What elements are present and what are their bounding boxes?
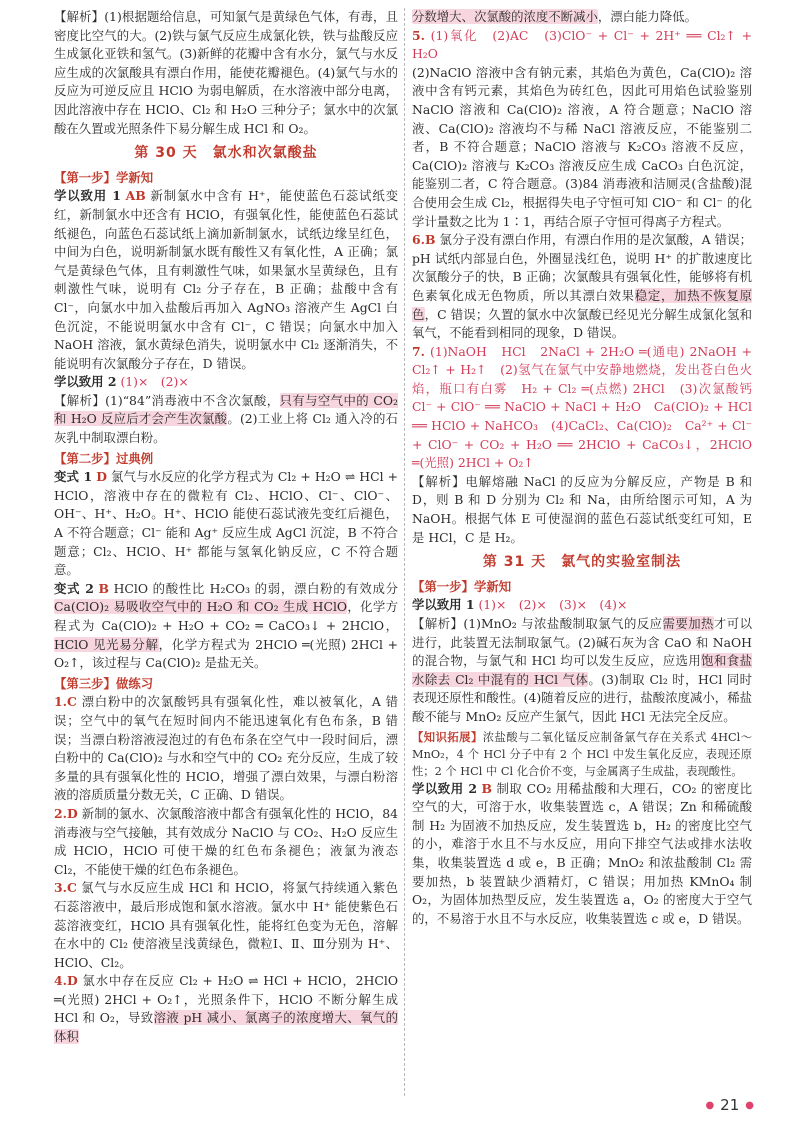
q2-answer: D xyxy=(66,805,78,821)
step3-label: 【第三步】做练习 xyxy=(54,675,154,691)
q5-number: 5. xyxy=(412,27,425,43)
var2-highlight-2: HClO 见光易分解 xyxy=(54,636,159,652)
q1-block xyxy=(54,693,398,805)
right-step1-label: 【第一步】学新知 xyxy=(412,578,512,594)
q1-number: 1. xyxy=(54,694,67,710)
var2-t3: ，化学方程式为 Ca(ClO)₂ + H₂O + CO₂ ═ CaCO₃↓ + 2HClO， xyxy=(54,599,398,633)
knowledge-extension-text: 浓盐酸与二氧化锰反应制备氯气存在关系式 4HCl～MnO₂，4 个 HCl 分子中有 2 个 HCl 中发生氧化反应，表现还原性；2 个 HCl 中 Cl 化合价不变，与金属离子生成盐，表现酸性。 xyxy=(412,730,752,778)
page-number xyxy=(699,1096,760,1114)
q7-number: 7. xyxy=(412,343,425,359)
var2-block xyxy=(54,580,398,673)
q3-answer: C xyxy=(66,880,77,896)
q6-block xyxy=(412,231,752,343)
q4-cont-highlight: 分数增大、次氯酸的浓度不断减小 xyxy=(412,9,598,24)
day30-title: 第 30 天 氯水和次氯酸盐 xyxy=(134,145,318,162)
left-column xyxy=(54,8,398,1047)
right-learn1-label: 学以致用 1 xyxy=(412,597,475,613)
right-learn1-a1: 【解析】(1)MnO₂ 与浓盐酸制取氯气的反应 xyxy=(412,616,663,631)
var1-text: 氯气与水反应的化学方程式为 Cl₂ + H₂O ⇌ HCl + HClO，溶液中存在的微粒有 Cl₂、HClO、Cl⁻、ClO⁻、OH⁻、H⁺、H₂O。H⁺、HClO 能使石蕊试液先变红后褪色，A 不符合题意；Cl⁻ 能和 Ag⁺ 反应生成 AgCl 沉淀，B 不符合题意；Cl₂、HClO、H⁺ 都能与氢氧化钠反应，C 不符合题意。 xyxy=(54,469,398,578)
knowledge-extension-label: 【知识拓展】 xyxy=(412,729,483,744)
step1-label: 【第一步】学新知 xyxy=(54,169,154,185)
var2-highlight-1: Ca(ClO)₂ 易吸收空气中的 H₂O 和 CO₂ 生成 HClO xyxy=(54,599,348,615)
q1-answer: C xyxy=(66,694,77,710)
learn2-highlight: 只有与空气中的 CO₂ 和 H₂O 反应后才会产生次氯酸 xyxy=(54,392,398,427)
learn1-answer: AB xyxy=(125,188,146,204)
right-learn1-analysis xyxy=(412,615,752,727)
q4-highlight: 溶液 pH 减小、氯离子的浓度增大、氧气的体积 xyxy=(54,1010,398,1045)
q2-number: 2. xyxy=(54,805,67,821)
day31-title: 第 31 天 氯气的实验室制法 xyxy=(482,554,682,571)
learn2-a1: 【解析】(1)“84”消毒液中不含次氯酸， xyxy=(54,392,280,408)
q4-answer: D xyxy=(66,973,78,989)
q4-t1: 氯水中存在反应 Cl₂ + H₂O ⇌ HCl + HClO，2HClO ═(光照) 2HCl + O₂↑，光照条件下，HClO 不断分解生成 HCl 和 O₂，导致 xyxy=(54,973,398,1026)
q2-block xyxy=(54,805,398,879)
step2-label: 【第二步】过典例 xyxy=(54,450,154,466)
var2-t1: HClO 的酸性比 H₂CO₃ 的弱，漂白粉的有效成分 xyxy=(113,580,398,596)
right-column xyxy=(412,8,765,928)
right-learn1-answer: (1)× (2)× (3)× (4)× xyxy=(478,597,628,613)
var1-label: 变式 1 xyxy=(54,469,93,485)
q5-block xyxy=(412,27,752,64)
right-learn1-highlight-1: 需要加热 xyxy=(662,616,714,631)
q6-answer: B xyxy=(424,232,436,248)
q5-handwritten-answer: (1)氧化 (2)AC (3)ClO⁻ + Cl⁻ + 2H⁺ ══ Cl₂↑ + H₂O xyxy=(412,27,752,62)
q4-block xyxy=(54,972,398,1046)
q7-handwritten-answer: (1)NaOH HCl 2NaCl + 2H₂O ═(通电) 2NaOH + Cl₂↑ + H₂↑ (2)氢气在氯气中安静地燃烧，发出苍白色火焰，瓶口有白雾 H₂ + Cl₂ ═(点燃) 2HCl (3)次氯酸钙 Cl⁻ + ClO⁻ ══ NaClO + NaCl + H₂O Ca(ClO)₂ + HCl ══ HClO + NaHCO₃ (4)CaCl₂、Ca(ClO)₂ Ca²⁺ + Cl⁻ + ClO⁻ + CO₂ + H₂O ══ 2HClO + CaCO₃↓，2HClO ═(光照) 2HCl + O₂↑ xyxy=(412,343,765,471)
page-dot-icon: ● xyxy=(745,1100,754,1111)
q3-text: 氯气与水反应生成 HCl 和 HClO，将氯气持续通入紫色石蕊溶液中，最后形成饱和氯水溶液。氯水中 H⁺ 能使紫色石蕊溶液变红，HClO 具有强氧化性，能将红色变为无色，溶解在水中的 Cl₂ 使溶液呈浅黄绿色，微粒Ⅰ、Ⅱ、Ⅲ分别为 H⁺、HClO、Cl₂。 xyxy=(54,880,398,970)
q6-highlight: 稳定，加热不恢复原色 xyxy=(412,287,753,322)
learn2-answer: (1)× (2)× xyxy=(120,374,189,390)
q7-block xyxy=(412,343,765,473)
learn2-a3: 。(2)工业上将 Cl₂ 通入冷的石灰乳中制取漂白粉。 xyxy=(54,411,399,446)
right-learn2-answer: B xyxy=(481,780,492,796)
var1-block xyxy=(54,468,398,580)
var2-t5: ，化学方程式为 2HClO ═(光照) 2HCl + O₂↑，该过程与 Ca(ClO)₂ 是盐无关。 xyxy=(54,636,398,671)
right-learn2-text: 制取 CO₂ 用稀盐酸和大理石，CO₂ 的密度比空气的大，可溶于水，收集装置选 c，A 错误；Zn 和稀硫酸制 H₂ 为固液不加热反应，发生装置选 b，H₂ 的密度比空气的小，难溶于水且不与水反应，用向下排空气法或排水法收集，收集装置选 d 或 e，B 正确；MnO₂ 和浓盐酸制 Cl₂ 需要加热，b 装置缺少酒精灯，C 错误；用加热 KMnO₄ 制 O₂，为固体加热型反应，发生装置选 a，O₂ 的密度大于空气的，不易溶于水且不与水反应，收集装置选 c 或 e，D 错误。 xyxy=(412,780,752,926)
q6-number: 6. xyxy=(412,232,425,248)
var2-answer: B xyxy=(98,580,109,596)
q6-t1: 氯分子没有漂白作用，有漂白作用的是次氯酸，A 错误；pH 试纸内部显白色，外圈显浅红色，说明 H⁺ 的扩散速度比次氯酸分子的快，B 正确；次氯酸具有强氧化性，能够将有机色素氧化成无色物质，所以其漂白效果 xyxy=(412,232,752,303)
q1-text: 漂白粉中的次氯酸钙具有强氧化性，难以被氧化，A 错误；空气中的氧气在短时间内不能迅速氧化有色布条，B 错误；当漂白粉溶液浸泡过的有色布条在空气中一段时间后，漂白粉中的 Ca(ClO)₂ 与水和空气中的 CO₂ 充分反应，生成了较多量的具有强氧化性的 HClO，增强了漂白效果，与漂白粉溶液的溶质质量分数无关，C 正确、D 错误。 xyxy=(54,694,398,803)
q7-analysis: 【解析】电解熔融 NaCl 的反应为分解反应，产物是 B 和 D，则 B 和 D 分别为 Cl₂ 和 Na，由所给图示可知，A 为 NaOH。根据气体 E 可使湿润的蓝色石蕊试纸变红可知，E 是 HCl，C 是 H₂。 xyxy=(412,473,752,545)
learn2-block xyxy=(54,373,398,392)
learn1-label: 学以致用 1 xyxy=(54,188,121,204)
knowledge-extension xyxy=(412,729,752,780)
right-learn1-highlight-2: 饱和食盐水除去 Cl₂ 中混有的 HCl 气体 xyxy=(412,653,752,687)
q4-number: 4. xyxy=(54,973,67,989)
learn1-text: 新制氯水中含有 H⁺，能使蓝色石蕊试纸变红，新制氯水中还含有 HClO，有强氧化性，能使蓝色石蕊试纸褪色，向蓝色石蕊试纸上滴加新制氯水，试纸边缘呈红色，中间为白色，说明新制氯水既有酸性又有氧化性，A 正确；氯气是黄绿色气体，且有刺激性气味，如果氯水呈黄绿色，且有刺激性气味，说明有 Cl₂ 分子存在，B 正确；盐酸中含有 Cl⁻，向氯水中加入盐酸后再加入 AgNO₃ 溶液产生 AgCl 白色沉淀，不能说明氯水中含有 Cl⁻，C 错误；向氯水中加入 NaOH 溶液，氯水黄绿色消失，说明氯水中 Cl₂ 逐渐消失，不能说明有次氯酸分子存在，D 错误。 xyxy=(54,188,398,371)
learn1-block xyxy=(54,187,398,373)
var2-label: 变式 2 xyxy=(54,580,94,596)
q6-t3: ，C 错误；久置的氯水中次氯酸已经见光分解生成氯化氢和氧气，不能看到相同的现象，D 错误。 xyxy=(412,306,752,341)
right-learn1-block xyxy=(412,596,752,615)
q3-block xyxy=(54,879,398,972)
right-learn1-a5: 。(3)制取 Cl₂ 时，HCl 同时表现还原性和酸性。(4)随着反应的进行，盐酸浓度减小，稀盐酸不能与 MnO₂ 反应产生氯气，因此 HCl 无法完全反应。 xyxy=(412,671,753,724)
right-learn2-block xyxy=(412,780,752,929)
page-dot-icon: ● xyxy=(705,1100,715,1111)
learn2-analysis xyxy=(54,392,398,448)
q2-text: 新制的氯水、次氯酸溶液中都含有强氧化性的 HClO，84 消毒液与空气接触，其有效成分 NaClO 与 CO₂、H₂O 反应生成 HClO，HClO 可使干燥的红色布条褪色；液氯为液态 Cl₂，不能使干燥的红色布条褪色。 xyxy=(54,805,398,877)
column-divider xyxy=(404,8,405,1096)
analysis-intro: 【解析】(1)根据题给信息，可知氯气是黄绿色气体，有毒，且密度比空气的大。(2)铁与氯气反应生成氯化铁，铁与盐酸反应生成氯化亚铁和氢气。(3)新鲜的花瓣中含有水分，氯气与水反应生成的次氯酸具有漂白作用，能使花瓣褪色。(4)氯气与水的反应为可逆反应且 HClO 为弱电解质，在水溶液中部分电离，因此溶液中存在 HClO、Cl₂ 和 H₂O 三种分子；氯水中的次氯酸在久置或光照条件下易分解生成 HCl 和 O₂。 xyxy=(54,9,398,136)
var1-answer: D xyxy=(96,469,107,485)
page-number-text: 21 xyxy=(720,1096,740,1114)
q4-continued xyxy=(412,8,752,27)
learn2-label: 学以致用 2 xyxy=(54,374,117,390)
q4-cont-text: ，漂白能力降低。 xyxy=(597,9,697,24)
right-learn1-a3: 才可以进行，此装置无法制取氯气。(2)碱石灰为含 CaO 和 NaOH 的混合物，与氯气和 HCl 均可以发生反应，应选用 xyxy=(412,616,752,669)
q5-analysis: (2)NaClO 溶液中含有钠元素，其焰色为黄色，Ca(ClO)₂ 溶液中含有钙元素，其焰色为砖红色，因此可用焰色试验鉴别 NaClO 溶液和 Ca(ClO)₂ 溶液，A 符合题意；NaClO 溶液、Ca(ClO)₂ 溶液均不与稀 NaCl 溶液反应，不能鉴别二者，B 不符合题意；NaClO 溶液与 K₂CO₃ 溶液不反应，Ca(ClO)₂ 溶液与 K₂CO₃ 溶液反应生成 CaCO₃ 白色沉淀，能鉴别二者，C 符合题意。(3)84 消毒液和洁厕灵(含盐酸)混合使用会生成 Cl₂，根据得失电子守恒可知 ClO⁻ 和 Cl⁻ 的化学计量数之比为 1∶1，再结合原子守恒可得离子方程式。 xyxy=(412,64,752,229)
q3-number: 3. xyxy=(54,880,67,896)
right-learn2-label: 学以致用 2 xyxy=(412,780,478,796)
